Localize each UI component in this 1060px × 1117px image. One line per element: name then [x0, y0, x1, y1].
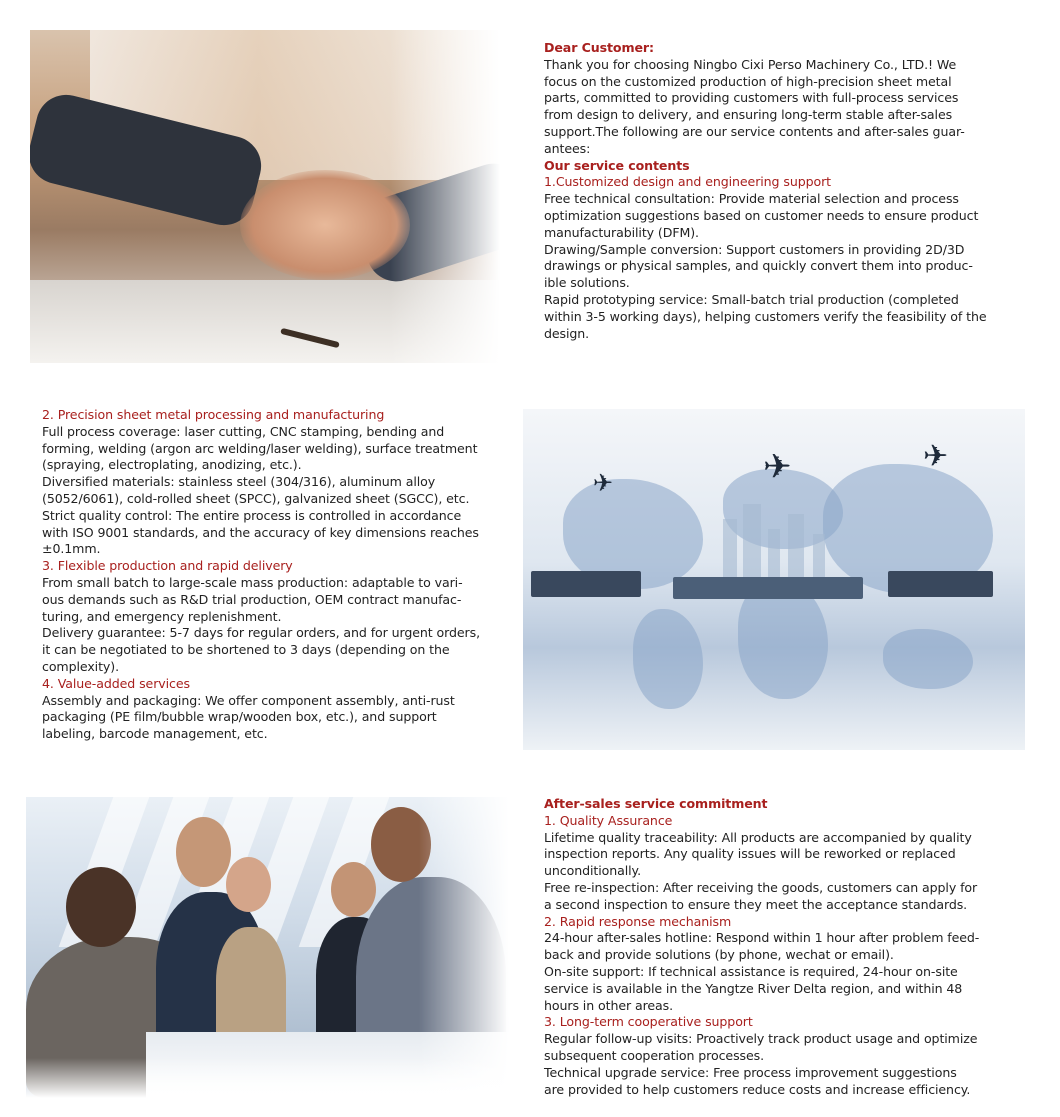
body-line: ±0.1mm. — [42, 541, 101, 557]
body-line: Full process coverage: laser cutting, CNC stamping, bending and — [42, 423, 445, 439]
body-line: forming, welding (argon arc welding/laser welding), surface treatment — [42, 440, 478, 456]
intro-line: support.The following are our service contents and after-sales guar- — [544, 123, 965, 139]
intro-line: Thank you for choosing Ningbo Cixi Perso Machinery Co., LTD.! We — [544, 56, 957, 72]
airplane-icon: ✈ — [593, 469, 614, 497]
body-line: within 3-5 working days), helping customers verify the feasibility of the — [544, 308, 987, 324]
after-sales-heading: After-sales service commitment — [544, 796, 768, 811]
body-line: optimization suggestions based on customer needs to ensure product — [544, 207, 979, 223]
body-line: ible solutions. — [544, 275, 630, 291]
global-logistics-photo — [523, 409, 1025, 750]
body-line: Drawing/Sample conversion: Support customers in providing 2D/3D — [544, 241, 965, 257]
intro-line: parts, committed to providing customers with full-process services — [544, 90, 959, 106]
intro-line: from design to delivery, and ensuring long-term stable after-sales — [544, 107, 953, 123]
body-line: inspection reports. Any quality issues will be reworked or replaced — [544, 846, 956, 862]
body-line: (5052/6061), cold-rolled sheet (SPCC), galvanized sheet (SGCC), etc. — [42, 490, 470, 506]
subheading: 4. Value-added services — [42, 675, 190, 691]
body-line: labeling, barcode management, etc. — [42, 726, 268, 742]
section-after-sales — [544, 796, 1014, 1098]
body-line: Lifetime quality traceability: All products are accompanied by quality — [544, 829, 972, 845]
body-line: Rapid prototyping service: Small-batch trial production (completed — [544, 291, 959, 307]
body-line: design. — [544, 325, 590, 341]
body-line: hours in other areas. — [544, 997, 673, 1013]
handshake-photo — [30, 30, 500, 363]
body-line: are provided to help customers reduce costs and increase efficiency. — [544, 1081, 971, 1097]
greeting: Dear Customer: — [544, 40, 654, 55]
body-line: unconditionally. — [544, 863, 641, 879]
body-line: On-site support: If technical assistance is required, 24-hour on-site — [544, 963, 958, 979]
body-line: it can be negotiated to be shortened to 3 days (depending on the — [42, 642, 450, 658]
body-line: drawings or physical samples, and quickly convert them into produc- — [544, 258, 973, 274]
body-line: ous demands such as R&D trial production, OEM contract manufac- — [42, 591, 462, 607]
subheading: 1.Customized design and engineering support — [544, 174, 832, 190]
body-line: Free re-inspection: After receiving the goods, customers can apply for — [544, 879, 978, 895]
body-line: subsequent cooperation processes. — [544, 1047, 764, 1063]
body-line: Assembly and packaging: We offer component assembly, anti-rust — [42, 692, 455, 708]
body-line: Regular follow-up visits: Proactively track product usage and optimize — [544, 1031, 978, 1047]
body-line: back and provide solutions (by phone, wechat or email). — [544, 947, 894, 963]
body-line: service is available in the Yangtze River Delta region, and within 48 — [544, 980, 963, 996]
body-line: From small batch to large-scale mass production: adaptable to vari- — [42, 574, 463, 590]
section-manufacturing — [42, 407, 512, 743]
body-line: turing, and emergency replenishment. — [42, 608, 282, 624]
body-line: with ISO 9001 standards, and the accuracy of key dimensions reaches — [42, 524, 479, 540]
subheading: 3. Long-term cooperative support — [544, 1014, 753, 1030]
service-contents-heading: Our service contents — [544, 157, 690, 173]
body-line: 24-hour after-sales hotline: Respond within 1 hour after problem feed- — [544, 930, 980, 946]
intro-line: focus on the customized production of high-precision sheet metal — [544, 73, 952, 89]
body-line: packaging (PE film/bubble wrap/wooden box, etc.), and support — [42, 709, 437, 725]
body-line: Free technical consultation: Provide material selection and process — [544, 191, 959, 207]
business-meeting-photo — [26, 797, 509, 1098]
subheading: 2. Precision sheet metal processing and manufacturing — [42, 407, 385, 422]
body-line: Delivery guarantee: 5-7 days for regular orders, and for urgent orders, — [42, 625, 480, 641]
intro-line: antees: — [544, 140, 591, 156]
body-line: manufacturability (DFM). — [544, 224, 699, 240]
airplane-icon: ✈ — [923, 439, 949, 474]
body-line: complexity). — [42, 658, 119, 674]
body-line: Diversified materials: stainless steel (304/316), aluminum alloy — [42, 474, 436, 490]
section-intro — [544, 40, 1014, 342]
subheading: 3. Flexible production and rapid delivery — [42, 558, 293, 574]
body-line: Strict quality control: The entire process is controlled in accordance — [42, 507, 462, 523]
body-line: (spraying, electroplating, anodizing, etc.). — [42, 457, 302, 473]
body-line: a second inspection to ensure they meet the acceptance standards. — [544, 896, 968, 912]
subheading: 1. Quality Assurance — [544, 812, 673, 828]
airplane-icon: ✈ — [763, 447, 792, 487]
body-line: Technical upgrade service: Free process improvement suggestions — [544, 1064, 957, 1080]
subheading: 2. Rapid response mechanism — [544, 913, 732, 929]
